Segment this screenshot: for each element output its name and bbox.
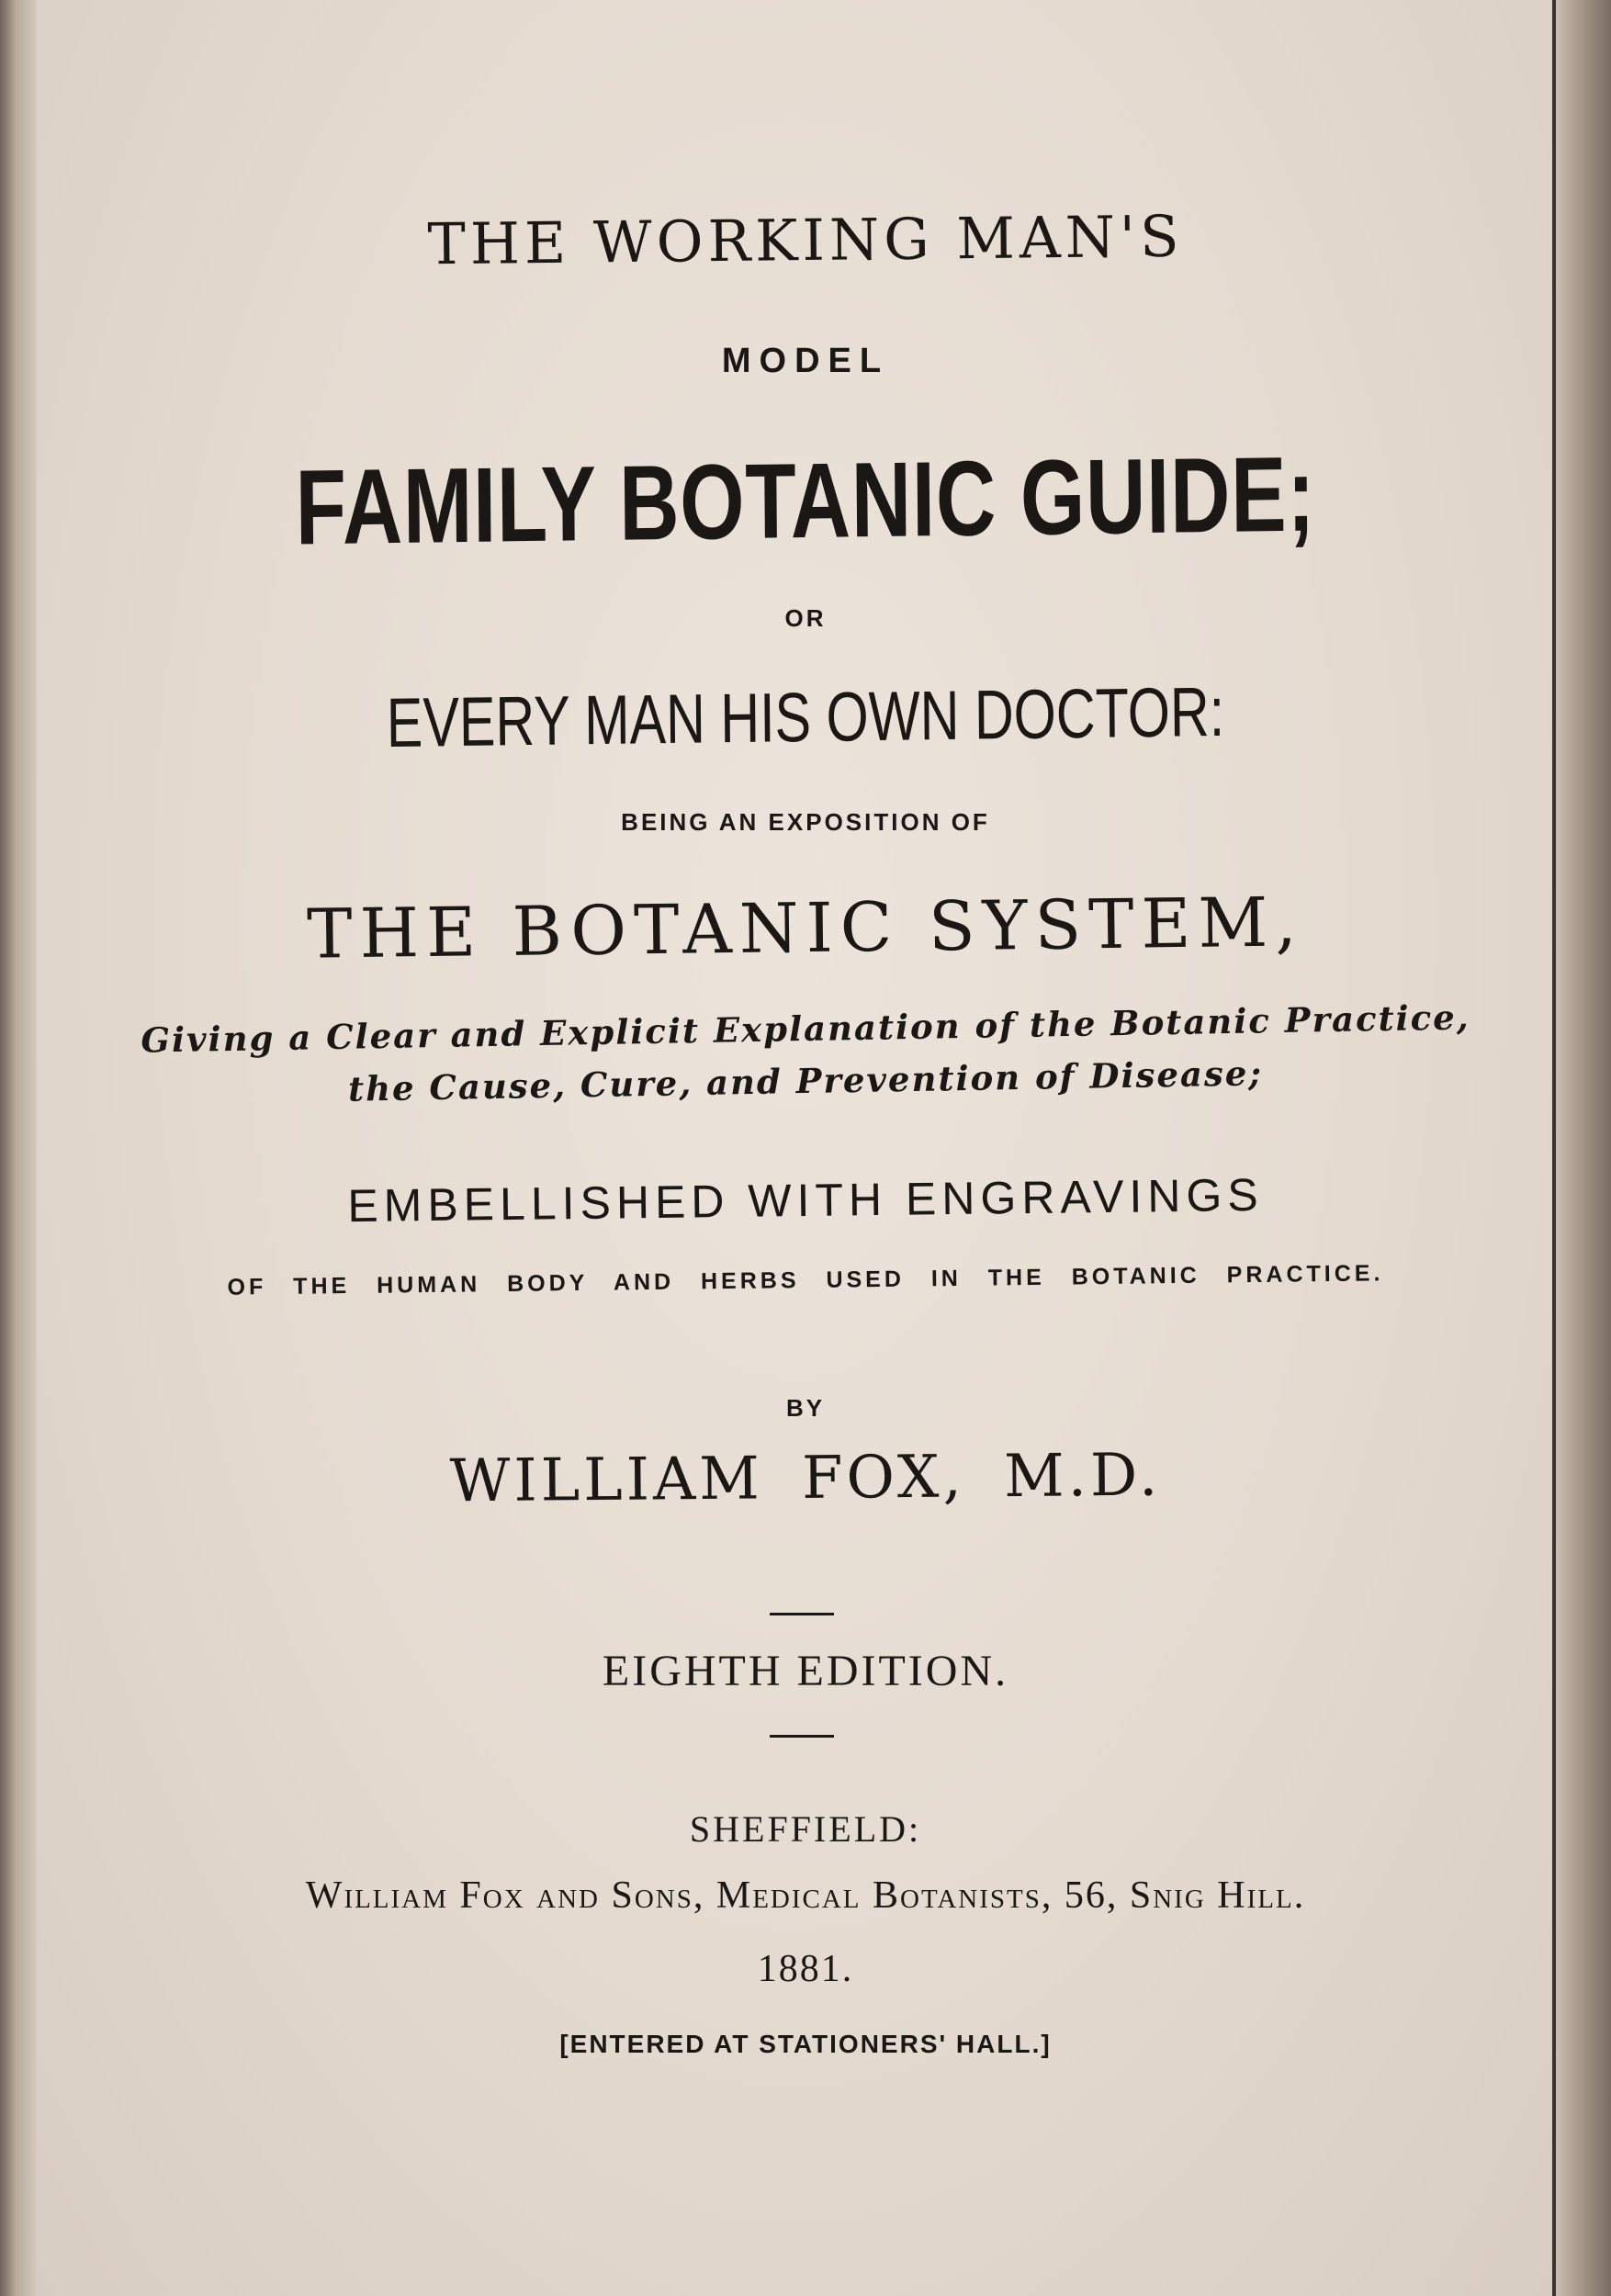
botanic-system-heading: THE BOTANIC SYSTEM,: [306, 883, 1305, 974]
publisher: William Fox and Sons, Medical Botanists, 56, Snig Hill.: [305, 1874, 1306, 1917]
being-an-exposition: BEING AN EXPOSITION OF: [621, 808, 990, 836]
subtitle: EVERY MAN HIS OWN DOCTOR:: [386, 672, 1225, 763]
edition: EIGHTH EDITION.: [602, 1647, 1009, 1695]
description-line-2: the Cause, Cure, and Prevention of Disease;: [347, 1052, 1264, 1109]
publication-place: SHEFFIELD:: [689, 1808, 922, 1850]
embellished-line: EMBELLISHED WITH ENGRAVINGS: [347, 1168, 1264, 1232]
divider-rule-top: [770, 1613, 834, 1615]
title-or: OR: [784, 604, 827, 632]
main-title: FAMILY BOTANIC GUIDE;: [295, 433, 1316, 568]
title-line-model: MODEL: [721, 342, 890, 380]
by-label: BY: [785, 1394, 826, 1422]
title-line-working-mans: THE WORKING MAN'S: [427, 202, 1184, 278]
stationers-hall-note: [ENTERED AT STATIONERS' HALL.]: [559, 2030, 1052, 2058]
publication-year: 1881.: [757, 1948, 854, 1990]
engravings-description: OF THE HUMAN BODY AND HERBS USED IN THE BOTANIC PRACTICE.: [227, 1260, 1384, 1300]
description-line-1: Giving a Clear and Explicit Explanation of the Botanic Practice,: [141, 996, 1470, 1061]
divider-rule-bottom: [770, 1735, 834, 1738]
author-name: WILLIAM FOX, M.D.: [449, 1441, 1162, 1516]
